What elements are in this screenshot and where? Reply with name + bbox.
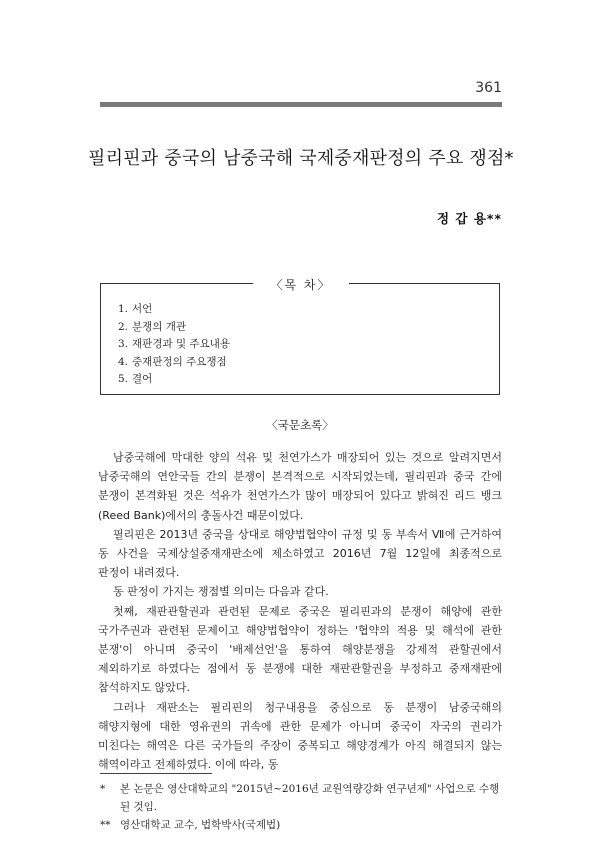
toc-item-number: 2.: [118, 320, 129, 333]
footnote-mark: **: [100, 819, 111, 831]
page-number: 361: [475, 80, 502, 96]
toc-item-label: 결어: [132, 373, 153, 385]
author-name: 정 갑 용**: [436, 211, 502, 226]
footnote-text: 영산대학교 교수, 법학박사(국제법): [120, 819, 281, 831]
toc-item: [118, 319, 230, 337]
footnote-text: 본 논문은 영산대학교의 "2015년~2016년 교원역량강화 연구년제" 사업으로 수행된 것임.: [120, 783, 500, 813]
abstract-paragraph: 첫째, 재판관할권과 관련된 문제로 중국은 필리핀과의 분쟁이 해양에 관한 국가주권과 관련된 문제이고 해양법협약이 정하는 '협약의 적용 및 해석에 관한 분쟁'이 아니며 중국이 '배제선언'을 통하여 해양분쟁을 강제적 관할권에서 제외하기로 하였다는 점에서 동 분쟁에 대한 재판관할권을 부정하고 중재재판에 참석하지도 않았다.: [98, 604, 502, 695]
toc-item-number: 5.: [118, 373, 129, 385]
abstract-paragraph: 그러나 재판소는 필리핀의 청구내용을 중심으로 동 분쟁이 남중국해의 해양지형에 대한 영유권의 귀속에 관한 문제가 아니며 중국이 자국의 권리가 미친다는 해역은 다른 국가들의 주장이 중복되고 해양경계가 아직 해결되지 않는 해역이라고 전제하였다. 이에 따라, 동: [98, 700, 502, 772]
toc-item: [118, 336, 230, 354]
toc-heading: 〈목 차〉: [253, 276, 349, 293]
toc-item-label: 분쟁의 개관: [132, 320, 187, 333]
toc-item: [118, 301, 230, 319]
footnote: [100, 816, 502, 834]
toc-item: [118, 371, 230, 389]
footnote: [100, 780, 502, 816]
footnote-rule: [100, 773, 212, 774]
toc-item: [118, 354, 230, 372]
toc-item-number: 1.: [118, 303, 129, 315]
abstract-paragraph: 필리핀은 2013년 중국을 상대로 해양법협약이 규정 및 동 부속서 Ⅶ에 근거하여 동 사건을 국제상설중재재판소에 제소하였고 2016년 7월 12일에 최종적으로 판정이 내려졌다.: [98, 527, 502, 580]
abstract-paragraph: 남중국해에 막대한 양의 석유 및 천연가스가 매장되어 있는 것으로 알려지면서 남중국해의 연안국들 간의 분쟁이 본격적으로 시작되었는데, 필리핀과 중국 간에 분쟁이 본격화된 것은 석유가 천연가스가 많이 매장되어 있다고 밝혀진 리드 뱅크(Reed Bank)에서의 충돌사건 때문이었다.: [98, 451, 502, 522]
abstract-heading: 〈국문초록〉: [266, 418, 334, 432]
toc-item-label: 서언: [132, 303, 153, 315]
toc-list: [118, 301, 230, 389]
toc-item-label: 재판경과 및 주요내용: [132, 338, 230, 350]
paper-title: 필리핀과 중국의 남중국해 국제중재판정의 주요 쟁점*: [88, 148, 514, 169]
header-rule: [100, 102, 502, 107]
footnote-mark: *: [100, 783, 106, 795]
toc-item-label: 중재판정의 주요쟁점: [132, 355, 227, 368]
footnotes: [100, 780, 502, 834]
toc-item-number: 3.: [118, 338, 129, 350]
abstract-paragraph: 동 판정이 가지는 쟁점별 의미는 다음과 같다.: [113, 585, 329, 599]
toc-item-number: 4.: [118, 355, 129, 368]
abstract-body: [98, 448, 502, 774]
